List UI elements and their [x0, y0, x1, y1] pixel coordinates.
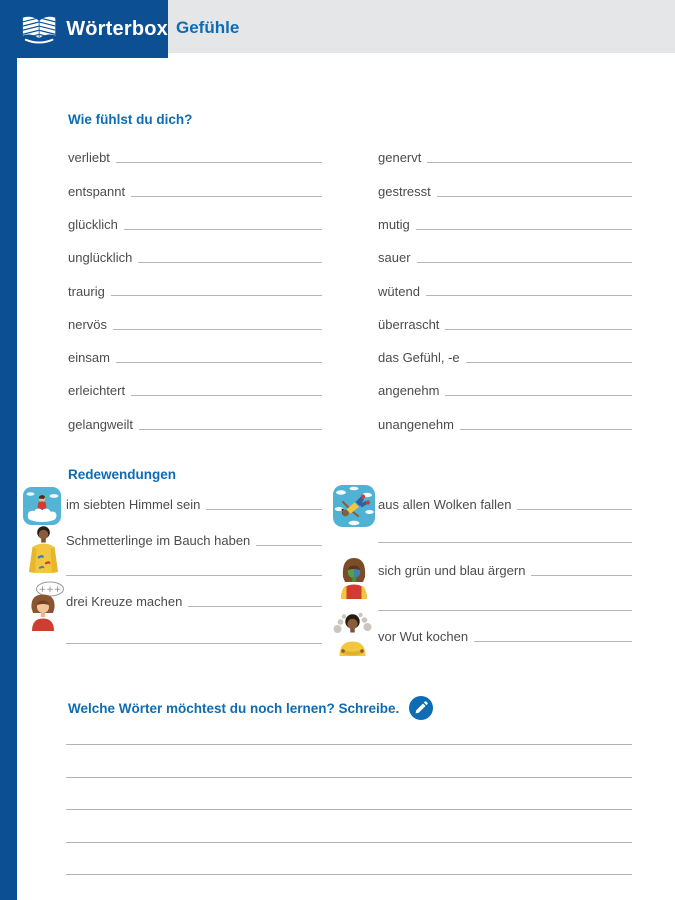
vocab-row — [378, 133, 632, 166]
fill-in-line[interactable] — [131, 395, 322, 396]
vocab-word: sauer — [378, 250, 411, 266]
vocab-column-right — [378, 133, 632, 433]
vocab-heading: Wie fühlst du dich? — [68, 112, 193, 127]
vocab-word: glücklich — [68, 216, 118, 232]
fill-in-line[interactable] — [138, 262, 322, 263]
fill-in-line[interactable] — [531, 575, 632, 576]
idiom-label: sich grün und blau ärgern — [378, 563, 526, 579]
fill-in-line[interactable] — [417, 262, 632, 263]
vocab-row — [68, 166, 322, 199]
fill-in-line[interactable] — [256, 545, 322, 546]
writing-line[interactable] — [66, 744, 632, 745]
vocab-word: unglücklich — [68, 250, 133, 266]
fill-in-line[interactable] — [116, 162, 322, 163]
vocab-word: überrascht — [378, 316, 440, 332]
fill-in-line[interactable] — [378, 610, 632, 611]
vocab-word: verliebt — [68, 150, 110, 166]
vocab-row — [378, 333, 632, 366]
boiling-with-rage-icon — [331, 610, 374, 656]
fill-in-line[interactable] — [66, 575, 322, 576]
vocab-row — [68, 399, 322, 432]
vocab-word: gelangweilt — [68, 416, 134, 432]
writing-line[interactable] — [66, 842, 632, 843]
vocab-row — [378, 233, 632, 266]
vocab-word: entspannt — [68, 183, 126, 199]
vocab-row — [378, 299, 632, 332]
fill-in-line[interactable] — [378, 542, 632, 543]
vocab-row — [378, 366, 632, 399]
writing-line[interactable] — [66, 777, 632, 778]
vocab-word: traurig — [68, 283, 105, 299]
fill-in-line[interactable] — [124, 229, 322, 230]
vocab-row — [68, 366, 322, 399]
fill-in-line[interactable] — [111, 295, 322, 296]
svg-text:+++: +++ — [38, 585, 62, 595]
vocab-row — [378, 200, 632, 233]
idiom-label: drei Kreuze machen — [66, 594, 183, 610]
vocab-word: angenehm — [378, 383, 440, 399]
fill-in-line[interactable] — [437, 196, 632, 197]
vocab-row — [68, 299, 322, 332]
writing-line[interactable] — [66, 809, 632, 810]
fill-in-line[interactable] — [66, 643, 322, 644]
fill-in-line[interactable] — [460, 429, 632, 430]
person-on-cloud-icon — [23, 487, 61, 525]
fill-in-line[interactable] — [188, 606, 322, 607]
writing-line[interactable] — [66, 874, 632, 875]
idiom-label: Schmetterlinge im Bauch haben — [66, 533, 251, 549]
idiom-row — [378, 496, 632, 513]
left-accent-bar — [0, 0, 17, 900]
vocab-word: einsam — [68, 350, 110, 366]
brand-title: Wörterbox — [66, 17, 168, 40]
idioms-heading: Redewendungen — [68, 467, 177, 482]
falling-from-clouds-icon — [333, 485, 375, 527]
brand-box — [0, 0, 168, 58]
fill-in-line[interactable] — [445, 329, 632, 330]
idiom-row — [66, 532, 322, 549]
vocab-row — [378, 166, 632, 199]
vocab-row — [68, 233, 322, 266]
vocab-word: mutig — [378, 216, 410, 232]
idiom-row — [378, 628, 632, 645]
fill-in-line[interactable] — [466, 362, 632, 363]
fill-in-line[interactable] — [206, 509, 322, 510]
vocab-column-left — [68, 133, 322, 433]
vocab-row — [68, 333, 322, 366]
pencil-icon — [409, 696, 433, 720]
fill-in-line[interactable] — [113, 329, 322, 330]
fill-in-line[interactable] — [139, 429, 322, 430]
vocab-word: unangenehm — [378, 416, 454, 432]
fill-in-line[interactable] — [116, 362, 322, 363]
fill-in-line[interactable] — [416, 229, 632, 230]
idiom-label: im siebten Himmel sein — [66, 497, 201, 513]
vocab-row — [68, 200, 322, 233]
vocab-row — [378, 399, 632, 432]
idiom-row — [66, 496, 322, 513]
idiom-label: vor Wut kochen — [378, 629, 469, 645]
write-prompt-row — [68, 696, 433, 720]
idiom-label: aus allen Wolken fallen — [378, 497, 512, 513]
idiom-row — [378, 562, 632, 579]
three-crosses-thought-icon — [21, 581, 65, 631]
vocab-row — [68, 266, 322, 299]
vocab-word: gestresst — [378, 183, 431, 199]
vocab-row — [378, 266, 632, 299]
fill-in-line[interactable] — [427, 162, 632, 163]
idiom-row — [66, 593, 322, 610]
fill-in-line[interactable] — [474, 641, 632, 642]
vocab-word: das Gefühl, -e — [378, 350, 460, 366]
topic-title: Gefühle — [176, 18, 240, 37]
vocab-word: erleichtert — [68, 383, 126, 399]
vocab-row — [68, 133, 322, 166]
green-blue-angry-icon — [337, 549, 371, 599]
fill-in-line[interactable] — [517, 509, 632, 510]
fill-in-line[interactable] — [131, 196, 322, 197]
vocab-word: genervt — [378, 150, 422, 166]
vocab-word: nervös — [68, 316, 108, 332]
fill-in-line[interactable] — [426, 295, 632, 296]
write-prompt-heading: Welche Wörter möchtest du noch lernen? Schreibe. — [68, 700, 400, 716]
open-book-icon — [20, 13, 58, 45]
vocab-word: wütend — [378, 283, 420, 299]
fill-in-line[interactable] — [445, 395, 632, 396]
butterflies-in-stomach-icon — [27, 525, 60, 573]
